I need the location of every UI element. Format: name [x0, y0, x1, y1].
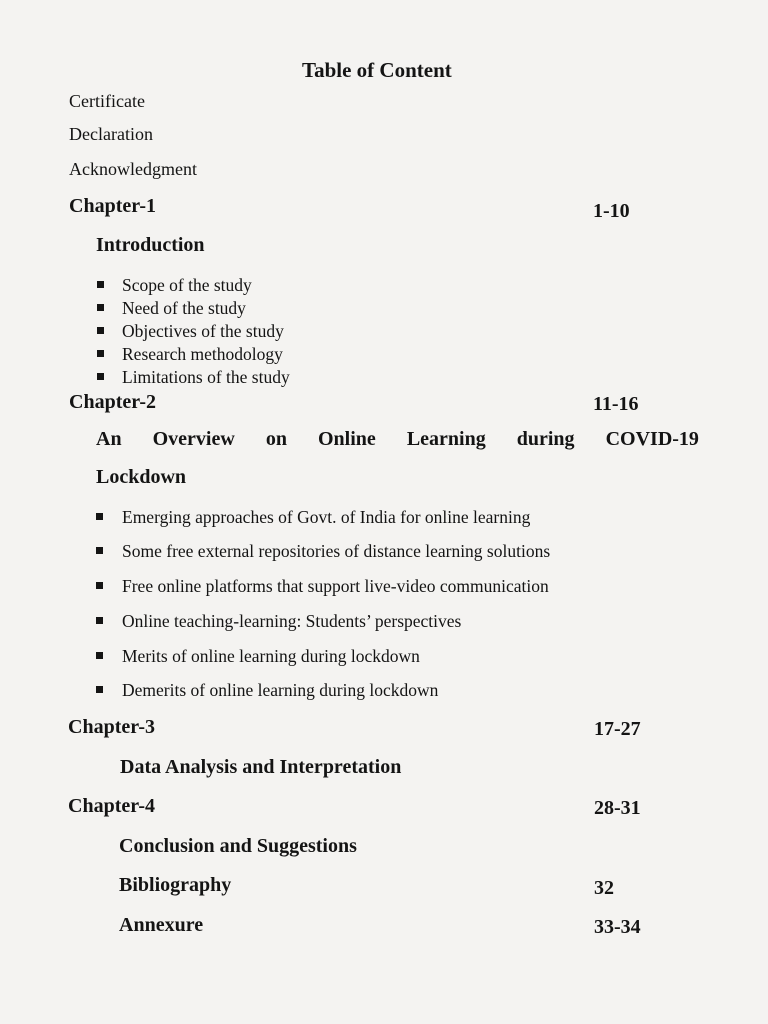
chapter-2-heading-line2: Lockdown [96, 466, 187, 488]
chapter-3-heading: Data Analysis and Interpretation [120, 756, 402, 778]
chapter-1-label: Chapter-1 [69, 195, 157, 217]
heading-word: An [96, 428, 122, 450]
bullet-icon [96, 617, 103, 624]
heading-word: Overview [152, 428, 235, 450]
bullet-icon [97, 304, 104, 311]
chapter-2-label: Chapter-2 [69, 391, 157, 413]
toc-entry-acknowledgment: Acknowledgment [69, 159, 197, 179]
heading-word: during [516, 428, 575, 450]
toc-entry-certificate: Certificate [69, 91, 145, 111]
heading-word: Online [317, 428, 376, 450]
chapter-1-heading: Introduction [96, 234, 205, 256]
chapter-2-item: Emerging approaches of Govt. of India for online learning [96, 507, 530, 528]
chapter-2-item: Demerits of online learning during lockdown [96, 680, 438, 701]
chapter-3-label: Chapter-3 [68, 716, 156, 738]
bibliography-pages: 32 [594, 877, 614, 899]
heading-word: on [265, 428, 287, 450]
chapter-4-heading: Conclusion and Suggestions [119, 835, 357, 857]
chapter-2-heading-line1 [96, 428, 699, 451]
chapter-2-item: Online teaching-learning: Students’ perspectives [96, 611, 461, 632]
heading-word: Learning [406, 428, 486, 450]
chapter-4-pages: 28-31 [594, 797, 641, 819]
chapter-1-item: Research methodology [97, 344, 283, 365]
chapter-2-item: Some free external repositories of distance learning solutions [96, 541, 550, 562]
chapter-1-item: Scope of the study [97, 275, 252, 296]
bullet-icon [96, 582, 103, 589]
bullet-icon [96, 513, 103, 520]
bullet-icon [96, 686, 103, 693]
heading-word: COVID-19 [605, 428, 699, 450]
toc-entry-bibliography: Bibliography [119, 874, 232, 896]
bullet-icon [97, 281, 104, 288]
toc-entry-declaration: Declaration [69, 124, 153, 144]
annexure-pages: 33-34 [594, 916, 641, 938]
toc-entry-annexure: Annexure [119, 914, 204, 936]
chapter-2-item: Free online platforms that support live-video communication [96, 576, 549, 597]
bullet-icon [96, 652, 103, 659]
chapter-1-pages: 1-10 [593, 200, 630, 222]
bullet-icon [97, 373, 104, 380]
chapter-1-item: Objectives of the study [97, 321, 284, 342]
page-title: Table of Content [302, 58, 452, 82]
chapter-2-item: Merits of online learning during lockdown [96, 646, 420, 667]
chapter-3-pages: 17-27 [594, 718, 641, 740]
chapter-2-pages: 11-16 [593, 393, 639, 415]
bullet-icon [97, 327, 104, 334]
chapter-1-item: Limitations of the study [97, 367, 290, 388]
chapter-4-label: Chapter-4 [68, 795, 156, 817]
bullet-icon [97, 350, 104, 357]
chapter-1-item: Need of the study [97, 298, 246, 319]
bullet-icon [96, 547, 103, 554]
